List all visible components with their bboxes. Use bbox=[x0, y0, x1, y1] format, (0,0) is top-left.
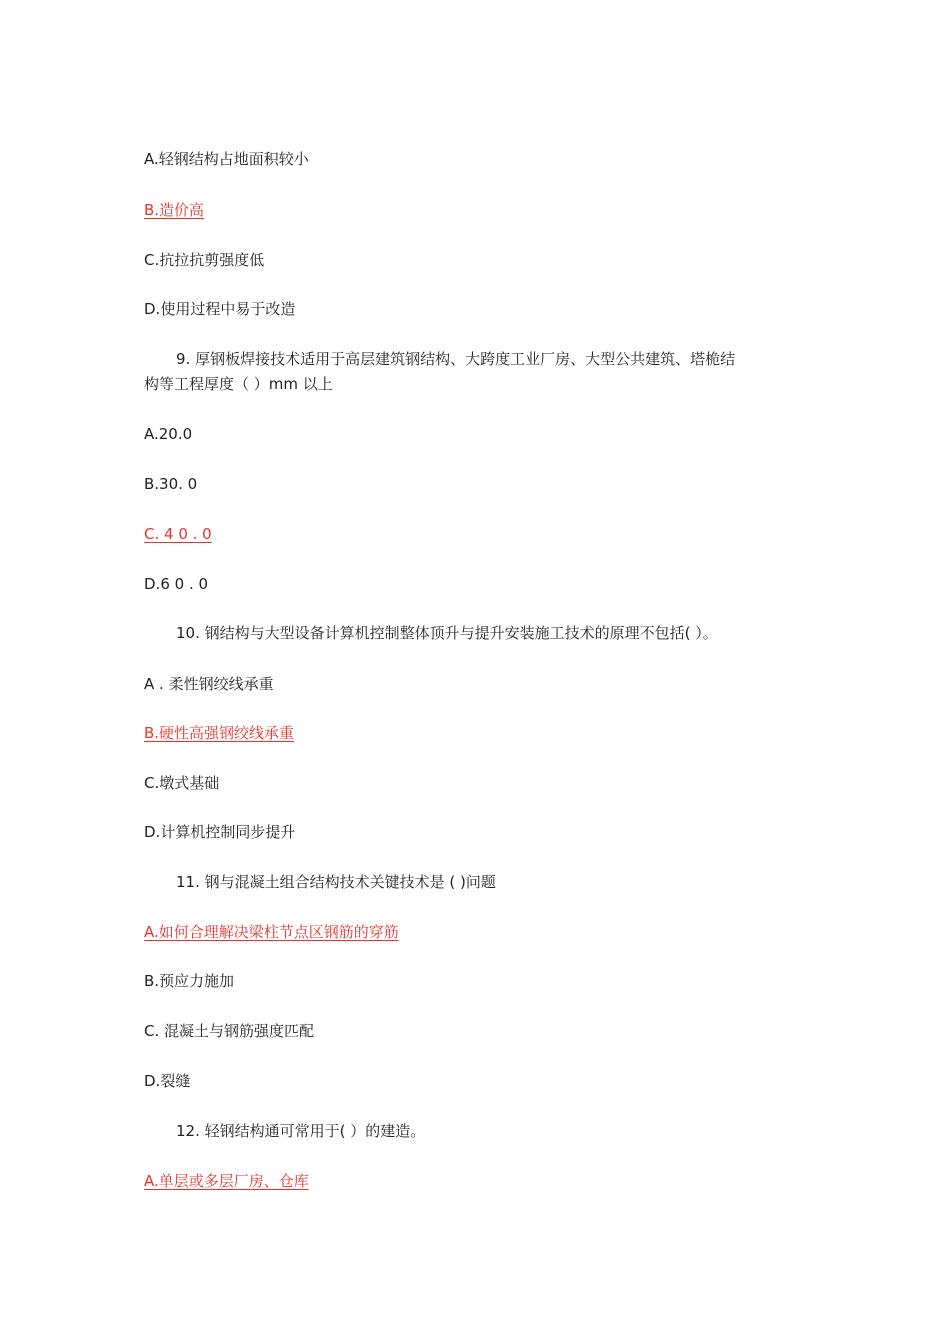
q12-option-a-answer: A.单层或多层厂房、仓库 bbox=[144, 1172, 309, 1190]
q10-stem: 10. 钢结构与大型设备计算机控制整体顶升与提升安装施工技术的原理不包括( ）。 bbox=[176, 624, 718, 642]
q11-option-a-answer: A.如何合理解决梁柱节点区钢筋的穿筋 bbox=[144, 923, 399, 941]
q9-stem-continued: 构等工程厚度（ ）mm 以上 bbox=[144, 375, 333, 393]
q9-stem: 9. 厚钢板焊接技术适用于高层建筑钢结构、大跨度工业厂房、大型公共建筑、塔桅结 bbox=[176, 350, 736, 368]
q11-option-d: D.裂缝 bbox=[144, 1072, 191, 1090]
q12-stem: 12. 轻钢结构通可常用于( ）的建造。 bbox=[176, 1122, 426, 1140]
q10-option-c: C.墩式基础 bbox=[144, 774, 220, 792]
q9-option-d: D.6 0 . 0 bbox=[144, 575, 209, 593]
q9-option-a: A.20.0 bbox=[144, 425, 193, 443]
q8-option-a: A.轻钢结构占地面积较小 bbox=[144, 150, 309, 168]
q8-option-d: D.使用过程中易于改造 bbox=[144, 300, 296, 318]
q11-stem: 11. 钢与混凝土组合结构技术关键技术是 ( )问题 bbox=[176, 873, 496, 891]
q9-option-c-answer: C. 4 0 . 0 bbox=[144, 525, 212, 543]
q10-option-b-answer: B.硬性高强钢绞线承重 bbox=[144, 724, 295, 742]
q8-option-c: C.抗拉抗剪强度低 bbox=[144, 251, 265, 269]
q9-option-b: B.30. 0 bbox=[144, 475, 198, 493]
q10-option-a: A . 柔性钢绞线承重 bbox=[144, 675, 274, 693]
q8-option-b-answer: B.造价高 bbox=[144, 201, 205, 219]
q11-option-c: C. 混凝土与钢筋强度匹配 bbox=[144, 1022, 315, 1040]
q11-option-b: B.预应力施加 bbox=[144, 972, 235, 990]
q10-option-d: D.计算机控制同步提升 bbox=[144, 823, 296, 841]
